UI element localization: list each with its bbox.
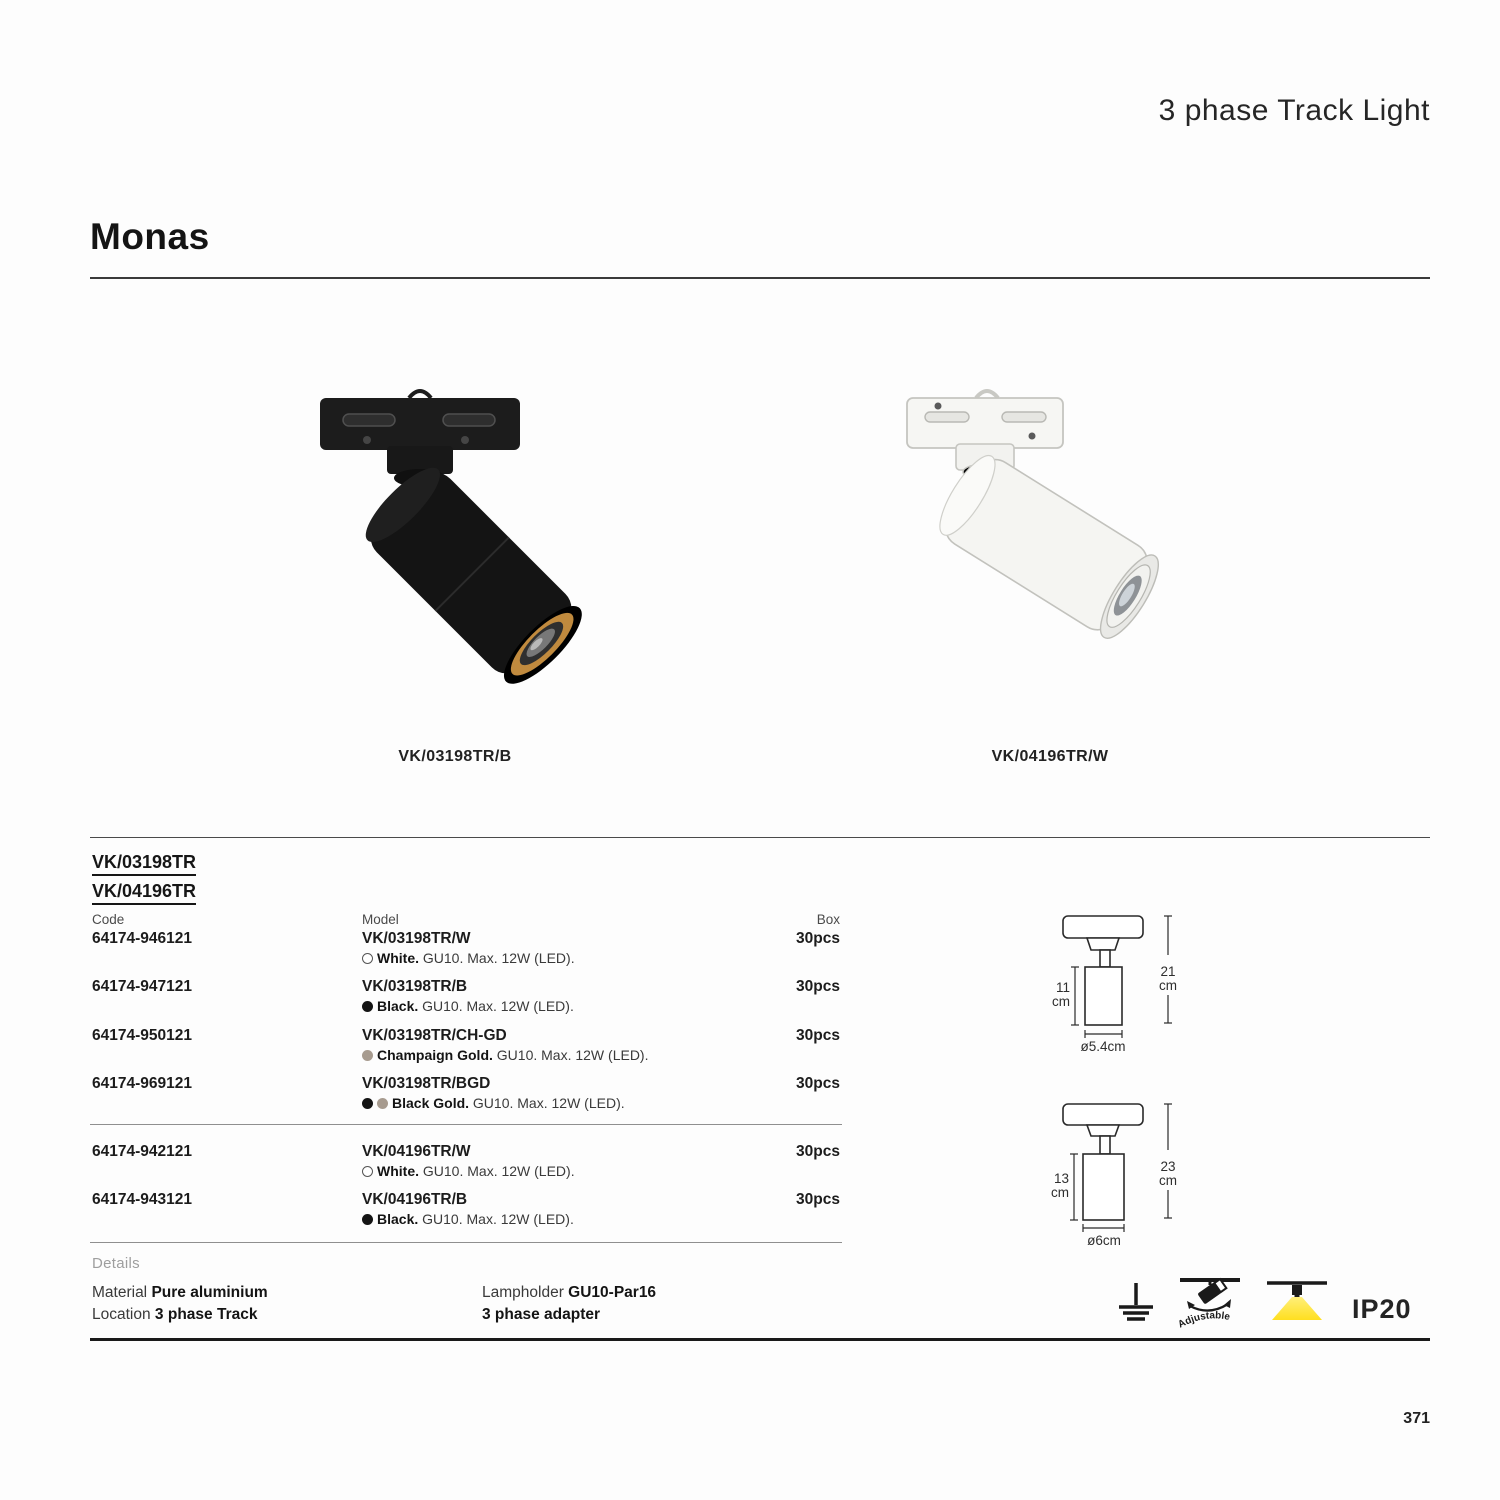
table-header [92, 912, 840, 927]
color-dot-black [362, 1001, 373, 1012]
row-desc: GU10. Max. 12W (LED). [492, 1047, 649, 1063]
row-model: VK/03198TR/W [362, 930, 471, 947]
col-header-box: Box [816, 912, 840, 927]
row-variant: Champaign Gold. [377, 1047, 493, 1063]
table-row [92, 1191, 840, 1235]
dim-body-height-value: 11 [1055, 980, 1070, 995]
details-adapter [482, 1306, 600, 1324]
dimension-diagram-small [1030, 903, 1200, 1063]
product-caption-black: VK/03198TR/B [398, 748, 512, 765]
row-variant: Black. [377, 1211, 419, 1227]
row-model: VK/03198TR/CH-GD [362, 1027, 507, 1044]
ip-rating-badge: IP20 [1352, 1294, 1412, 1324]
row-code: 64174-947121 [92, 978, 192, 995]
row-desc: GU10. Max. 12W (LED). [419, 950, 575, 966]
dim-diameter: ø5.4cm [1080, 1039, 1126, 1054]
row-model: VK/04196TR/B [362, 1191, 468, 1208]
product-code-heading-1: VK/03198TR [92, 852, 196, 876]
row-box: 30pcs [796, 1143, 840, 1160]
row-variant: Black Gold. [392, 1095, 470, 1111]
row-desc: GU10. Max. 12W (LED). [419, 1163, 575, 1179]
row-model: VK/03198TR/B [362, 978, 468, 995]
row-code: 64174-950121 [92, 1027, 192, 1044]
row-box: 30pcs [796, 930, 840, 947]
color-dot-black [362, 1098, 373, 1109]
row-variant: White. [377, 950, 419, 966]
table-row [92, 1027, 840, 1071]
dim-body-height-unit: cm [1051, 1185, 1069, 1200]
dim-body-height-unit: cm [1052, 994, 1070, 1009]
row-code: 64174-969121 [92, 1075, 192, 1092]
product-code-heading-2: VK/04196TR [92, 881, 196, 905]
dimension-diagram-large [1030, 1098, 1200, 1258]
page-header-category: 3 phase Track Light [1158, 94, 1430, 127]
row-variant: White. [377, 1163, 419, 1179]
row-box: 30pcs [796, 1027, 840, 1044]
material-label: Material [92, 1284, 152, 1301]
footer-rule [90, 1338, 1430, 1341]
color-dot-champagne [362, 1050, 373, 1061]
page-title: Monas [90, 216, 210, 257]
details-section-label: Details [92, 1255, 140, 1272]
details-material [92, 1284, 268, 1302]
color-dot-white [362, 953, 373, 964]
section-rule [90, 837, 1430, 838]
location-value: 3 phase Track [154, 1306, 258, 1323]
row-box: 30pcs [796, 1191, 840, 1208]
dim-diameter: ø6cm [1087, 1233, 1121, 1248]
lampholder-label: Lampholder [482, 1284, 569, 1301]
col-header-model: Model [362, 912, 399, 927]
row-code: 64174-942121 [92, 1143, 192, 1160]
table-row [92, 930, 840, 974]
adjustable-label: Adjustable [1176, 1310, 1231, 1331]
svg-text:Adjustable [1176, 1310, 1231, 1330]
ground-earth-icon [1116, 1281, 1156, 1325]
row-model: VK/04196TR/W [362, 1143, 471, 1160]
lampholder-value: GU10-Par16 [568, 1284, 657, 1301]
color-dot-champagne [377, 1098, 388, 1109]
location-label: Location [92, 1306, 155, 1323]
row-code: 64174-943121 [92, 1191, 192, 1208]
title-rule [90, 277, 1430, 279]
row-desc: GU10. Max. 12W (LED). [418, 998, 574, 1014]
row-model: VK/03198TR/BGD [362, 1075, 491, 1092]
light-beam-icon [1264, 1278, 1330, 1324]
row-variant: Black. [377, 998, 419, 1014]
page-number: 371 [1403, 1410, 1430, 1427]
row-code: 64174-946121 [92, 930, 192, 947]
table-group-divider [90, 1124, 842, 1125]
row-box: 30pcs [796, 978, 840, 995]
product-photo-white-track-light [880, 382, 1180, 702]
table-row [92, 978, 840, 1022]
product-caption-white: VK/04196TR/W [991, 748, 1109, 765]
dim-total-height-unit: cm [1159, 978, 1177, 993]
details-lampholder [482, 1284, 656, 1302]
color-dot-black [362, 1214, 373, 1225]
table-bottom-divider [90, 1242, 842, 1243]
table-row [92, 1143, 840, 1187]
row-box: 30pcs [796, 1075, 840, 1092]
dim-total-height-unit: cm [1159, 1173, 1177, 1188]
color-dot-white [362, 1166, 373, 1177]
details-location [92, 1306, 257, 1324]
dim-total-height-value: 21 [1160, 964, 1176, 979]
dim-body-height-value: 13 [1053, 1171, 1069, 1186]
material-value: Pure aluminium [151, 1284, 268, 1301]
col-header-code: Code [92, 912, 125, 927]
product-photo-black-track-light [305, 382, 625, 712]
row-desc: GU10. Max. 12W (LED). [469, 1095, 625, 1111]
dim-total-height-value: 23 [1160, 1159, 1176, 1174]
row-desc: GU10. Max. 12W (LED). [418, 1211, 574, 1227]
adapter-value: 3 phase adapter [482, 1306, 601, 1323]
adjustable-icon [1176, 1274, 1246, 1332]
table-row [92, 1075, 840, 1119]
